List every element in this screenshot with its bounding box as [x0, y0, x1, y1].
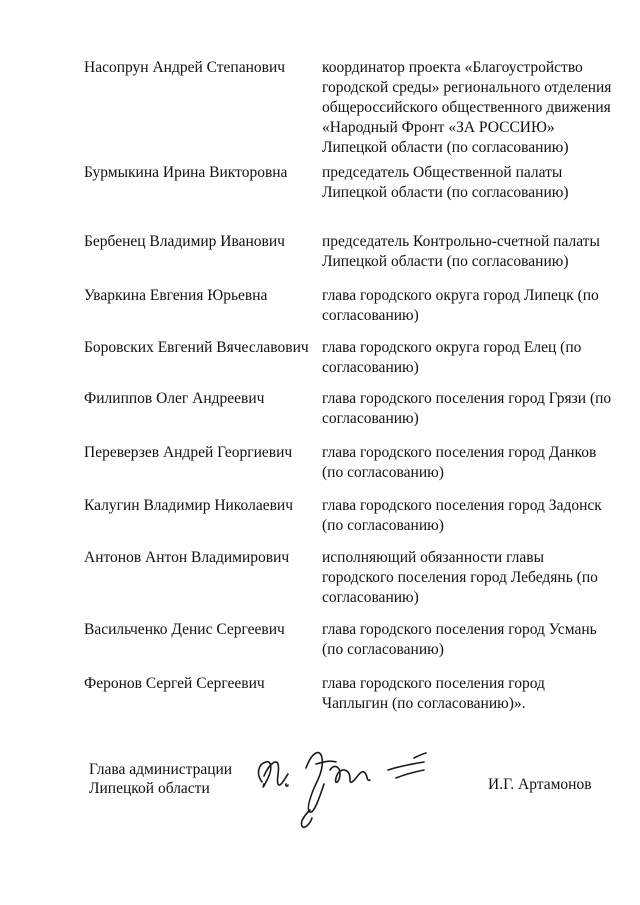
role-line: согласованию): [322, 410, 419, 427]
signer-position-line: Липецкой области: [89, 780, 210, 797]
member-role: [322, 389, 622, 429]
role-line: глава городского поселения город Грязи (по: [322, 390, 612, 407]
role-line: «Народный Фронт «ЗА РОССИЮ»: [322, 119, 555, 136]
member-role: [322, 548, 622, 608]
role-line: Липецкой области (по согласованию): [322, 253, 569, 270]
member-name: Переверзев Андрей Георгиевич: [84, 444, 293, 461]
member-role: [322, 674, 622, 714]
member-name: Бурмыкина Ирина Викторовна: [84, 164, 288, 181]
member-role: [322, 58, 622, 158]
role-line: председатель Общественной палаты: [322, 164, 563, 181]
role-line: координатор проекта «Благоустройство: [322, 59, 583, 76]
member-name: Филиппов Олег Андреевич: [84, 390, 265, 407]
handwritten-signature: [248, 738, 448, 830]
member-role: [322, 163, 622, 203]
role-line: глава городского округа город Елец (по: [322, 339, 582, 356]
role-line: согласованию): [322, 359, 419, 376]
signer-name: И.Г. Артамонов: [488, 776, 592, 793]
role-line: глава городского поселения город: [322, 675, 545, 692]
role-line: председатель Контрольно-счетной палаты: [322, 233, 600, 250]
member-name: Калугин Владимир Николаевич: [84, 497, 294, 514]
member-name: Уваркина Евгения Юрьевна: [84, 287, 268, 304]
member-name: Антонов Антон Владимирович: [84, 549, 290, 566]
member-name: Васильченко Денис Сергеевич: [84, 621, 285, 638]
member-name: Бербенец Владимир Иванович: [84, 233, 285, 250]
role-line: глава городского поселения город Задонск: [322, 497, 602, 514]
role-line: исполняющий обязанности главы: [322, 549, 545, 566]
member-name: Боровских Евгений Вячеславович: [84, 339, 309, 356]
role-line: Чаплыгин (по согласованию)».: [322, 695, 526, 712]
member-name: Насопрун Андрей Степанович: [84, 59, 286, 76]
role-line: согласованию): [322, 589, 419, 606]
member-role: [322, 232, 622, 272]
role-line: глава городского округа город Липецк (по: [322, 287, 599, 304]
role-line: (по согласованию): [322, 464, 444, 481]
role-line: общероссийского общественного движения: [322, 99, 611, 116]
role-line: глава городского поселения город Усмань: [322, 621, 597, 638]
signer-position: [89, 760, 232, 798]
role-line: (по согласованию): [322, 641, 444, 658]
role-line: Липецкой области (по согласованию): [322, 184, 569, 201]
member-role: [322, 443, 622, 483]
member-role: [322, 286, 622, 326]
role-line: (по согласованию): [322, 517, 444, 534]
role-line: городского поселения город Лебедянь (по: [322, 569, 598, 586]
member-role: [322, 496, 622, 536]
member-name: Феронов Сергей Сергеевич: [84, 675, 265, 692]
role-line: согласованию): [322, 307, 419, 324]
member-role: [322, 620, 622, 660]
role-line: Липецкой области (по согласованию): [322, 139, 569, 156]
signer-position-line: Глава администрации: [89, 761, 233, 778]
member-role: [322, 338, 622, 378]
role-line: глава городского поселения город Данков: [322, 444, 597, 461]
role-line: городской среды» регионального отделения: [322, 79, 612, 96]
